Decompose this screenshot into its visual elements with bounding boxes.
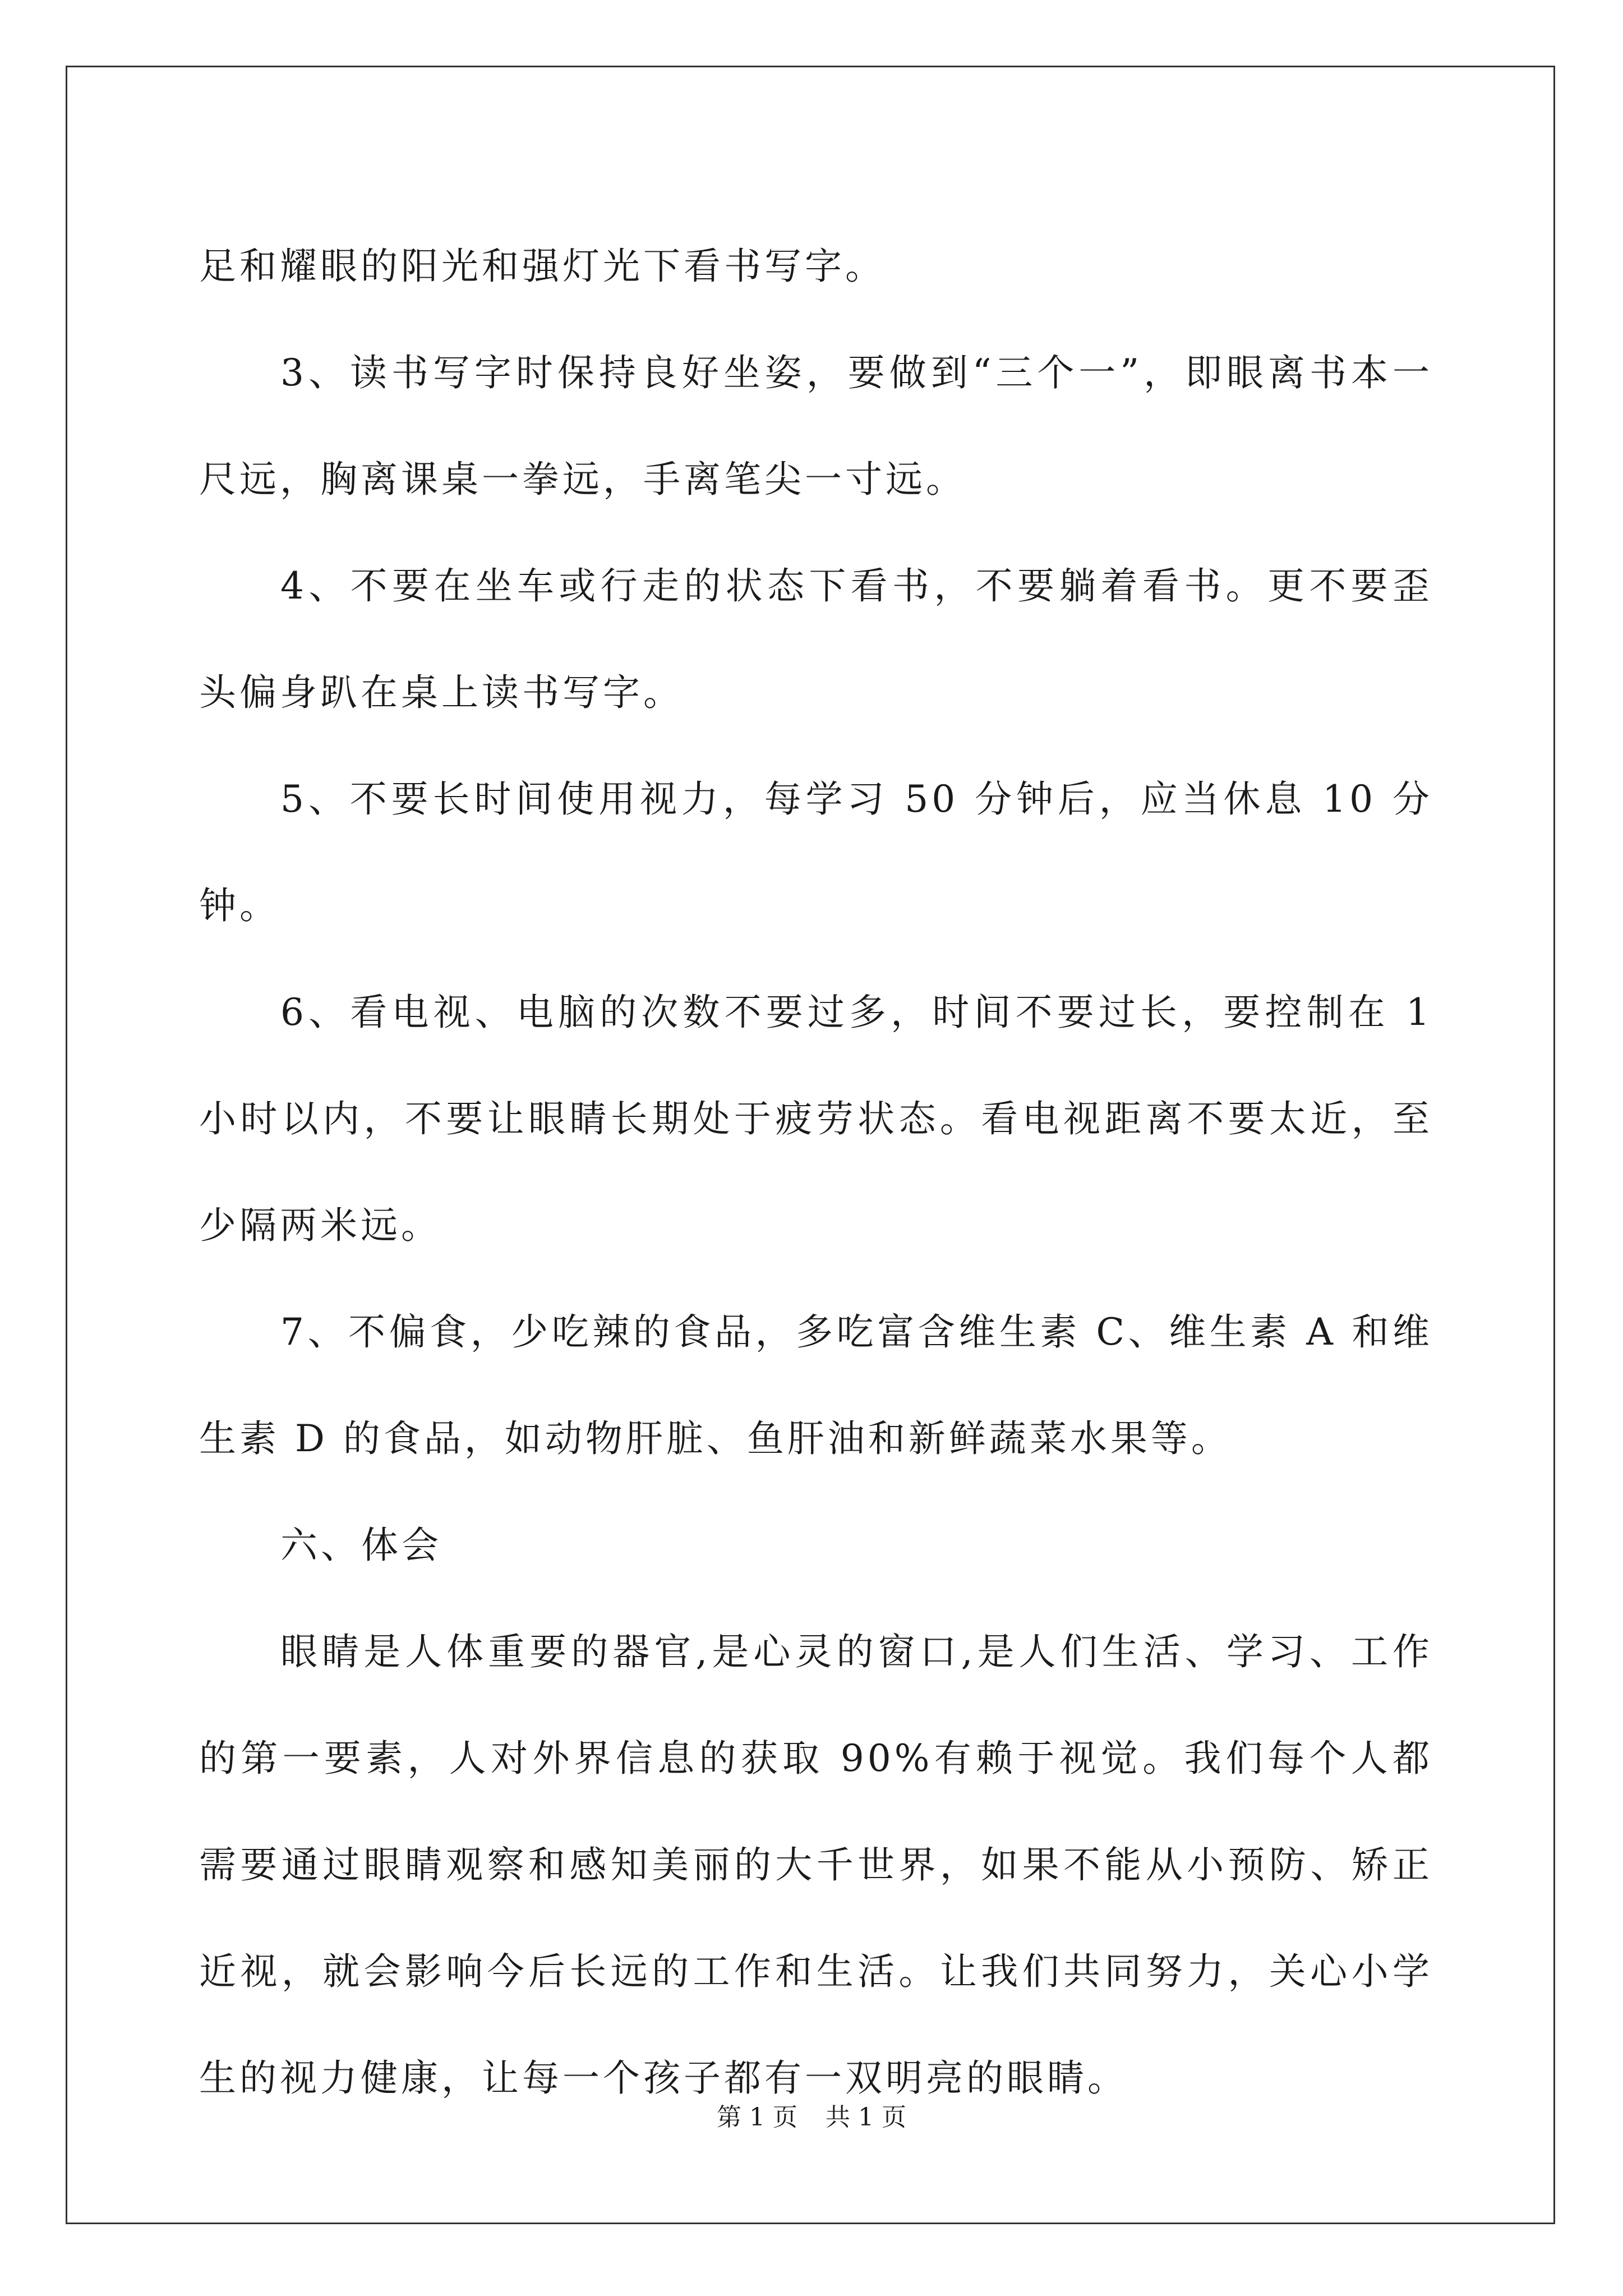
paragraph-item-4: 4、不要在坐车或行走的状态下看书，不要躺着看书。更不要歪头偏身趴在桌上读书写字。 [199, 564, 1433, 714]
page-total: 共 1 页 [826, 2103, 906, 2132]
page-footer [0, 2101, 1623, 2134]
paragraph-item-3: 3、读书写字时保持良好坐姿，要做到“三个一”，即眼离书本一尺远，胸离课桌一拳远，手离笔尖一寸远。 [199, 351, 1433, 501]
paragraph-reflection: 眼睛是人体重要的器官,是心灵的窗口,是人们生活、学习、工作的第一要素，人对外界信息的获取 90%有赖于视觉。我们每个人都需要通过眼睛观察和感知美丽的大千世界，如果不能从小预防、矫正近视，就会影响今后长远的工作和生活。让我们共同努力，关心小学生的视力健康，让每一个孩子都有一双明亮的眼睛。 [199, 1630, 1433, 2100]
document-body [199, 213, 1433, 2132]
paragraph-item-6: 6、看电视、电脑的次数不要过多，时间不要过长，要控制在 1 小时以内，不要让眼睛长期处于疲劳状态。看电视距离不要太近，至少隔两米远。 [199, 991, 1433, 1247]
section-heading-6: 六、体会 [280, 1524, 442, 1567]
paragraph-item-5: 5、不要长时间使用视力，每学习 50 分钟后，应当休息 10 分钟。 [199, 777, 1433, 927]
page-number: 第 1 页 [717, 2103, 797, 2132]
paragraph-continuation: 足和耀眼的阳光和强灯光下看书写字。 [199, 245, 886, 288]
paragraph-item-7: 7、不偏食，少吃辣的食品，多吃富含维生素 C、维生素 A 和维生素 D 的食品，如动物肝脏、鱼肝油和新鲜蔬菜水果等。 [199, 1310, 1433, 1460]
